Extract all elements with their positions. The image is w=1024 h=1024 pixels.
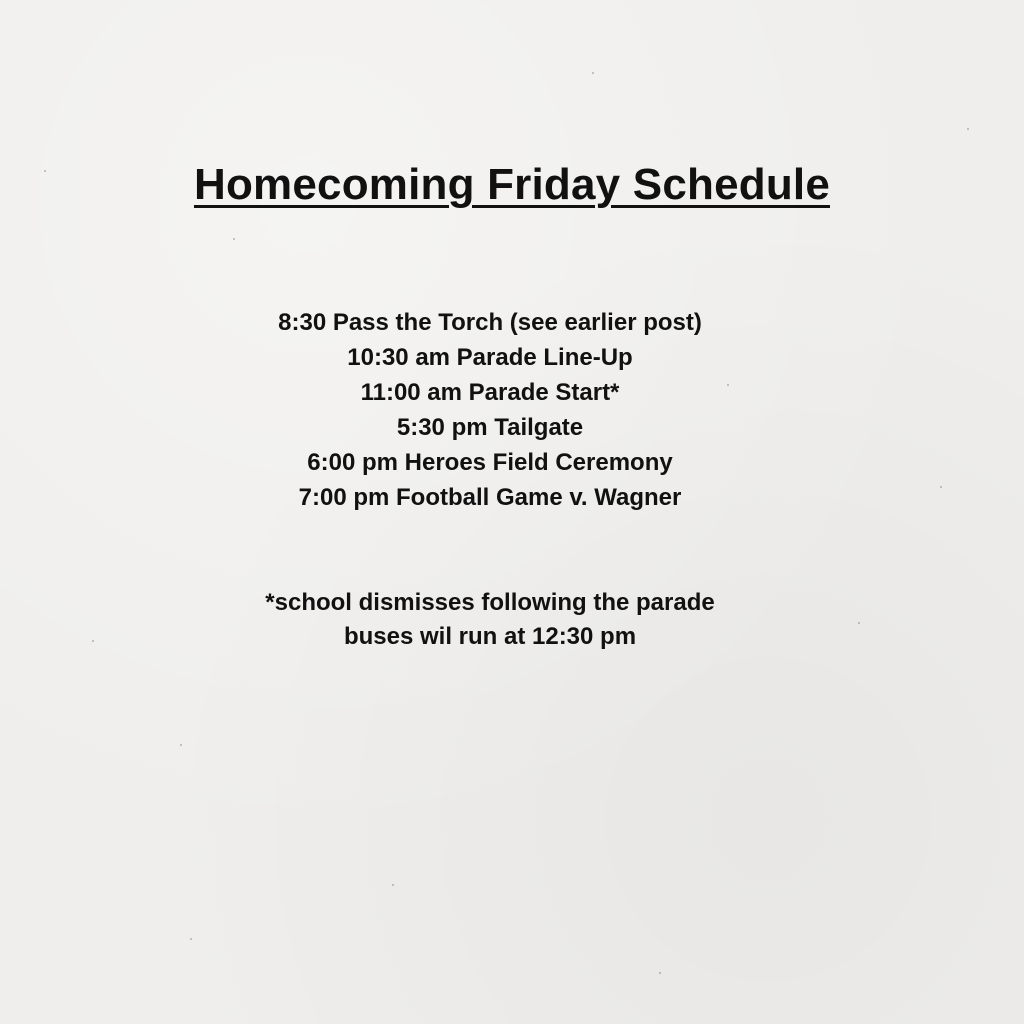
schedule-item: 11:00 am Parade Start* [360, 379, 620, 406]
schedule-item: 8:30 Pass the Torch (see earlier post) [278, 309, 702, 336]
schedule-item: 7:00 pm Football Game v. Wagner [298, 484, 682, 511]
schedule-item: 6:00 pm Heroes Field Ceremony [307, 449, 673, 476]
paper-speck [392, 884, 394, 886]
footnote-block [0, 586, 980, 654]
paper-speck [190, 938, 192, 940]
bus-note: buses wil run at 12:30 pm [343, 623, 637, 650]
schedule-item: 10:30 am Parade Line-Up [347, 344, 633, 371]
paper-speck [967, 128, 969, 130]
paper-speck [233, 238, 235, 240]
paper-speck [180, 744, 182, 746]
page-title: Homecoming Friday Schedule [193, 160, 830, 209]
schedule-item: 5:30 pm Tailgate [396, 414, 584, 441]
dismissal-note: *school dismisses following the parade [265, 589, 715, 616]
schedule-list [0, 305, 980, 515]
paper-speck [592, 72, 594, 74]
paper-speck [659, 972, 661, 974]
